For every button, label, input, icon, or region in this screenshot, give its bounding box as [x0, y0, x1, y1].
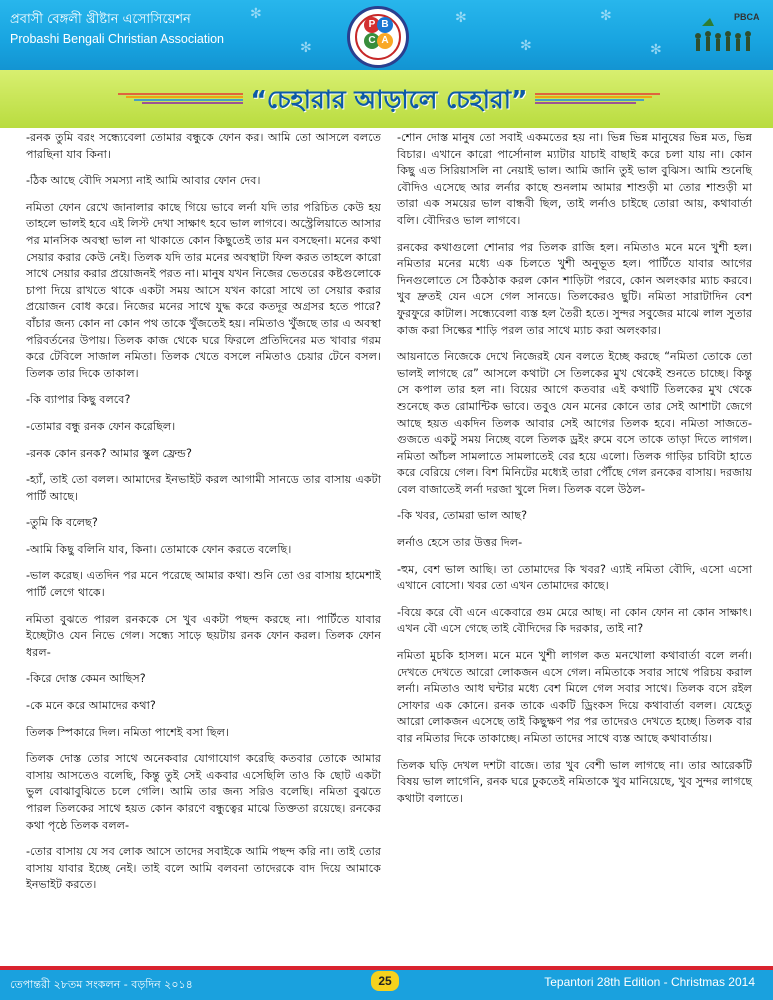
- right-column: [397, 130, 752, 817]
- paragraph: -তোমার বন্ধু রনক ফোন করেছিল।: [26, 419, 176, 433]
- paragraph: -রনক তুমি বরং সন্ধ্যেবেলা তোমার বন্ধুকে ফোন কর। আমি তো আসলে বলতে পারছিনা যাব কিনা।: [26, 131, 381, 161]
- page-number: 25: [371, 971, 399, 991]
- logo-letter: P: [364, 17, 380, 33]
- title-ornament-right: [535, 92, 660, 106]
- paragraph: -হ্যাঁ, তাই তো বলল। আমাদের ইনভাইট করল আগামী সানডে তার বাসায় একটা পার্টি আছে।: [26, 473, 381, 503]
- paragraph: -কি ব্যাপার কিছু বলবে?: [26, 393, 131, 407]
- footer-divider: [0, 966, 773, 970]
- footer-publication-english: Tepantori 28th Edition - Christmas 2014: [544, 975, 755, 989]
- paragraph: -আমি কিছু বলিনি যাব, কিনা। তোমাকে ফোন করতে বলেছি।: [26, 542, 292, 556]
- paragraph: তিলক দোস্ত তোর সাথে অনেকবার যোগাযোগ করেছি কতবার তোকে আমার বাসায় আসতেও বলেছি, কিন্তু তুই সেই একবার এসেছিলি তাও কি ছোট একটা ভুল বোঝাবুঝিতে চলে গেলি। আমি তার জন্য সরিও বলেছি। নমিতা বুঝতে পারল তিলকের সাথে হয়ত কোন কারণে বন্ধুত্বের মাঝে তিক্ততা রয়েছে। রনকের কথা পৃষ্ঠে তিলক বলল-: [26, 752, 381, 832]
- paragraph: -তোর বাসায় যে সব লোক আসে তাদের সবাইকে আমি পছন্দ করি না। তাই তোর বাসায় যাবার ইচ্ছে নেই। তাই বলে আমি বলবনা তাদেরকে বাদ দিয়ে আমাকে ইনভাইট করতে।: [26, 845, 381, 892]
- paragraph: আয়নাতে নিজেকে দেখে নিজেরই যেন বলতে ইচ্ছে করছে “নমিতা তোকে তো ভালই লাগছে রে” আসলে কথাটা সে তিলকের মুখ থেকেই শুনতে চাচ্ছে। কিন্তু সে কপাল তার হল না। বিয়ের আগে কতবার এই কথাটি তিলকের মুখ থেকে শুনেছে কত রোমান্টিক ভাবে। তবুও যেন মনের কোনে তার সেই আশাটা জেগে আছে হয়ত একদিন তিলক আবার সেই আগের তিলক হবে। নমিতা সাজতে-গুজতে একটু সময় নিচ্ছে বলে তিলক ড্রইং রুমে বসে তাকে তাড়া দিতে লাগল। নমিতা আঁচল সামলাতে সামলাতেই বের হয়ে এলো। তিলক গাড়ির চাবিটা হাতে করে বেরিয়ে গেল। বিশ মিনিটের মধ্যেই তারা পৌঁছে গেল রনকের বাসায়। দরজায় বেল বাজাতেই লর্না দরজা খুলে দিল। তিলক বলে উঠল-: [397, 350, 752, 496]
- story-title: “চেহারার আড়ালে চেহারা”: [250, 85, 528, 114]
- snowflake-icon: ✻: [650, 42, 662, 58]
- paragraph: -ঠিক আছে বৌদি সমস্যা নাই আমি আবার ফোন দেব।: [26, 174, 261, 188]
- paragraph: -কি খবর, তোমরা ভাল আছ?: [397, 509, 528, 523]
- snowflake-icon: ✻: [455, 10, 467, 26]
- paragraph: -শোন দোস্ত মানুষ তো সবাই একমতের হয় না। ভিন্ন ভিন্ন মানুষের ভিন্ন মত, ভিন্ন বিচার। এখানে কারো পার্সোনাল ম্যাটার যাচাই বাছাই করে চলা যায় না। কোন কিছু এত সিরিয়াসলি না নেয়াই ভাল। আমি জানি তুই ভাল বুঝিস। আমি শুনেছি বৌদিও এসেছে আর লর্নার কাছে শুনলাম আমার শাশুড়ী মা তোর শাশুড়ী মা তারা এক সময়ের ভাল বান্ধবী ছিল, তাই লর্নাও চাইছে তোরা আয়, কথাবার্তা বলি। বৌদিরও ভাল লাগবে।: [397, 131, 752, 227]
- header-band: [0, 0, 773, 70]
- footer-publication-bengali: তেপান্তরী ২৮তম সংকলন - বড়দিন ২০১৪: [10, 978, 193, 991]
- snowflake-icon: ✻: [250, 6, 262, 22]
- logo-letter: B: [377, 17, 393, 33]
- paragraph: -ভাল করেছ। এতদিন পর মনে পরেছে আমার কথা। শুনি তো ওর বাসায় হামেশাই পার্টি লেগে থাকে।: [26, 569, 381, 600]
- paragraph: তিলক স্পিকারে দিল। নমিতা পাশেই বসা ছিল।: [26, 725, 229, 739]
- logo-letter: C: [364, 33, 380, 49]
- paragraph: -কিরে দোস্ত কেমন আছিস?: [26, 672, 146, 686]
- snowflake-icon: ✻: [300, 40, 312, 56]
- snowflake-icon: ✻: [600, 8, 612, 24]
- paragraph: -বিয়ে করে বৌ এনে একেবারে গুম মেরে আছ। না কোন ফোন না কোন সাক্ষাৎ। এখন বৌ এসে গেছে তাই বৌদিদের কি দরকার, তাই না?: [397, 605, 752, 636]
- pbca-logo: [347, 6, 409, 68]
- paragraph: -রনক কোন রনক? আমার স্কুল ফ্রেন্ড?: [26, 446, 192, 460]
- paragraph: তিলক ঘড়ি দেখল দশটা বাজে। তার খুব বেশী ভাল লাগছে না। তার আরেকটি বিষয় ভাল লাগেনি, রনক ঘরে ঢুকতেই নমিতাকে খুব মানিয়েছে, খুব সুন্দর লাগছে কথাটা বলাতে।: [397, 758, 752, 805]
- paragraph: লর্নাও হেসে তার উত্তর দিল-: [397, 536, 523, 550]
- footer-band: [0, 966, 773, 1000]
- paragraph: -তুমি কি বলেছ?: [26, 516, 98, 530]
- pbca-logo-text: PBCA: [734, 12, 760, 22]
- org-name-english: Probashi Bengali Christian Association: [10, 32, 225, 46]
- paragraph: নমিতা মুচকি হাসল। মনে মনে খুশী লাগল কত মনখোলা কথাবার্তা বলে লর্না। দেখতে দেখতে আরো লোকজন এসে গেল। নমিতাকে সবার সাথে পরিচয় করাল লর্না। নমিতাও আধ ঘন্টার মধ্যে বেশ মিলে গেল সবার সাথে। তিলক বসে রইল সোফার এক কোনে। রনক তাকে একটি ড্রিংকস দিয়ে কথাবার্তা বলল। যেহেতু আরো লোকজন এসেছে তাই কিছুক্ষণ পর পর তাদেরও দেখতে হচ্ছে। তিলক বার বার নমিতার দিকে তাকাচ্ছে। নমিতা তাদের সাথে ব্যস্ত আছে কথাবার্তায়।: [397, 649, 752, 745]
- paragraph: নমিতা ফোন রেখে জানালার কাছে গিয়ে ভাবে লর্না যদি তার পরিচিত কেউ হয় তাহলে ভালই হবে এই লিস্ট দেখা সাক্ষাৎ হবে ভাল লাগবে। অস্ট্রেলিয়াতে আসার পর মানসিক অবস্থা ভাল না থাকাতে কোন কিছুতেই তার মন বসছেনা। মনের কথা সেয়ার করার কেউ নেই। তিলক যদি তার মনের অবস্থাটা ফিল করত তাহলে কারো সাথে সেয়ার করার প্রয়োজনই পরত না। মানুষ যখন নিজের ভেতরের কষ্টগুলোকে চাপা দিয়ে রাখতে থাকে একটা সময় আসে যখন কারো সাথে তা সেয়ার করার প্রয়োজন বোধ করে। নিজের মনের সাথে যুদ্ধ করে কতদূর অগ্রসর হতে পারে? বাঁচার জন্য কোন না কোন পথ তাকে খুঁজতেই হয়। নমিতাও খুঁজছে তার এ অবস্থা পরিবর্তনের উপায়। তিলক কাজ থেকে ঘরে ফিরলে প্রতিদিনের মত খাবার গরম করে টেবিলে সাজাল নমিতা। তিলক খেতে বসলে নমিতাও চেয়ার টেনে বসল। তিলক তার দিকে তাকাল।: [26, 200, 381, 380]
- left-column: [26, 130, 381, 904]
- paragraph: রনকের কথাগুলো শোনার পর তিলক রাজি হল। নমিতাও মনে মনে খুশী হল। নমিতার মনের মধ্যে এক চিলতে খুশী অনুভূত হল। পার্টিতে যাবার আগের দিনগুলোতে সে ঠিকঠাক করল কোন শাড়িটা পরবে, কোন অলংকার ম্যাচ করবে। খুব দ্রুতই যেন এসে গেল সানডে। তিলকেরও ছুটি। নমিতা সারাটাদিন বেশ ফুরফুরে কাটাল। সন্ধ্যেবেলা ব্যস্ত হল তৈরী হতে। সুন্দর সবুজের মাঝে লাল সুতার কাজ করা সিল্কের শাড়ি পরল তার সাথে ম্যাচ করা অলংকার।: [397, 240, 752, 337]
- logo-letter: A: [377, 33, 393, 49]
- org-name-bengali: প্রবাসী বেঙ্গলী খ্রীষ্টান এসোসিয়েশন: [10, 12, 191, 27]
- paragraph: -হুম, বেশ ভাল আছি। তা তোমাদের কি খবর? এ্যাই নমিতা বৌদি, এসো এসো এখানে বোসো। খবর তো এখন তোমাদের কাছে।: [397, 562, 752, 593]
- snowflake-icon: ✻: [520, 38, 532, 54]
- paragraph: নমিতা বুঝতে পারল রনককে সে খুব একটা পছন্দ করছে না। পার্টিতে যাবার ইচ্ছেটাও যেন নিভে গেল। সন্ধ্যে সাড়ে ছয়টায় রনক ফোন করল। তিলক ফোন ধরল-: [26, 612, 381, 659]
- title-ornament-left: [118, 92, 243, 106]
- paragraph: -কে মনে করে আমাদের কথা?: [26, 699, 156, 713]
